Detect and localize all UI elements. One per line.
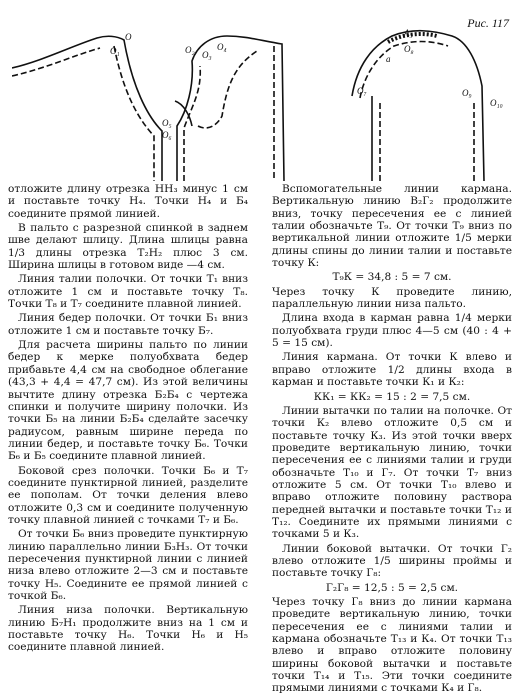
paragraph: Для расчета ширины пальто по линии бедер к мерке полуобхвата бедер прибавьте 4,4 см на свободное облегание (43,3 + 4,4 = 47,7 см). Из этой величины вычтите длину отрезка Б₂Б₄ с чертежа спинки и получите ширину полочки. Из точки Б₅ на линии Б₂Б₄ сделайте засечку радиусом, равным ширине переда по линии бедер, и поставьте точку Б₆. Точки Б₆ и Б₅ соедините плавной линией. — [8, 339, 248, 463]
paragraph: В пальто с разрезной спинкой в заднем шве делают шлицу. Длина шлицы равна 1/3 длины отрезка Т₂Н₂ плюс 3 см. Ширина шлицы в готовом виде —4 см. — [8, 222, 248, 272]
label-o9: О₉ — [462, 88, 472, 98]
paragraph: Длина входа в карман равна 1/4 мерки полуобхвата груди плюс 4—5 см (40 : 4 + 5 = 15 см). — [272, 312, 512, 350]
pattern-drawing — [12, 6, 517, 181]
paragraph: Линия талии полочки. От точки Т₁ вниз отложите 1 см и поставьте точку Т₈. Точки Т₈ и Т₇ соедините плавной линией. — [8, 273, 248, 311]
paragraph: Вспомогательные линии кармана. Вертикальную линию В₂Г₂ продолжите вниз, точку пересечения ее с линией талии обозначьте Т₉. От точки Т₉ вниз по вертикальной линии отложите 1/5 мерки длины спины до линии талии и поставьте точку К: — [272, 183, 512, 270]
paragraph: От точки Б₆ вниз проведите пунктирную линию параллельно линии Б₃Н₃. От точки пересечения пунктирной линии с линией низа влево отложите 2—3 см и поставьте точку Н₅. Соедините ее прямой линией с точкой Б₆. — [8, 528, 248, 602]
pattern-figure — [12, 6, 517, 181]
formula: Г₂Г₈ = 12,5 : 5 = 2,5 см. — [325, 581, 459, 594]
left-column — [8, 183, 248, 656]
label-o5: О₅ — [162, 118, 172, 128]
figure-caption: Рис. 117 — [467, 16, 509, 30]
formula: Т₉К = 34,8 : 5 = 7 см. — [332, 271, 452, 284]
paragraph: Через точку Г₈ вниз до линии кармана проведите вертикальную линию, точки пересечения ее с линиями талии и кармана обозначьте Т₁₃ и К₄. От точки Т₁₃ влево и вправо отложите половину ширины боковой вытачки и поставьте точки Т₁₄ и Т₁₅. Эти точки соедините прямыми линиями с точками К₄ и Г₈. — [272, 596, 512, 695]
label-a: а — [386, 54, 391, 64]
label-o6: О₆ — [162, 130, 172, 140]
label-o2: О₂ — [185, 45, 195, 55]
paragraph: Боковой срез полочки. Точки Б₆ и Т₇ соедините пунктирной линией, разделите ее пополам. От точки деления влево отложите 0,3 см и соедините полученную точку плавной линией с точками Т₇ и Б₆. — [8, 464, 248, 526]
label-o7: О₇ — [357, 86, 367, 96]
paragraph: Линия низа полочки. Вертикальную линию Б₇Н₁ продолжите вниз на 1 см и поставьте точку Н₆. Точки Н₆ и Н₅ соедините плавной линией. — [8, 604, 248, 654]
paragraph: Через точку К проведите линию, параллельную линии низа пальто. — [272, 285, 512, 311]
label-o4: О₄ — [217, 42, 227, 52]
paragraph: Линия бедер полочки. От точки Б₁ вниз отложите 1 см и поставьте точку Б₇. — [8, 312, 248, 337]
label-o1: О₁ — [110, 46, 120, 56]
paragraph: Линия кармана. От точки К влево и вправо отложите 1/2 длины входа в карман и поставьте точки К₁ и К₂: — [272, 351, 512, 389]
paragraph: Линии боковой вытачки. От точки Г₂ влево отложите 1/5 ширины проймы и поставьте точку Г₈: — [272, 542, 512, 580]
label-o: О — [125, 32, 132, 42]
label-o10: О₁₀ — [490, 98, 503, 108]
label-o8: О₈ — [404, 44, 414, 54]
right-column — [272, 183, 512, 697]
formula: КК₁ = КК₂ = 15 : 2 = 7,5 см. — [313, 390, 471, 403]
paragraph: отложите длину отрезка НН₃ минус 1 см и поставьте точку Н₄. Точки Н₄ и Б₄ соедините прямой линией. — [8, 183, 248, 220]
paragraph: Линии вытачки по талии на полочке. От точки К₂ влево отложите 0,5 см и поставьте точку К₃. Из этой точки вверх проведите вертикальную линию, точки пересечения ее с линиями талии и груди обозначьте Т₁₀ и Г₇. От точки Т₇ вниз отложите 5 см. От точки Т₁₀ влево и вправо отложите половину раствора передней вытачки и поставьте точки Т₁₂ и Т₁₂. Соедините их прямыми линиями с точками 5 и К₃. — [272, 404, 512, 541]
label-a3: А₃ — [404, 28, 413, 38]
label-o3: О₃ — [202, 50, 212, 60]
